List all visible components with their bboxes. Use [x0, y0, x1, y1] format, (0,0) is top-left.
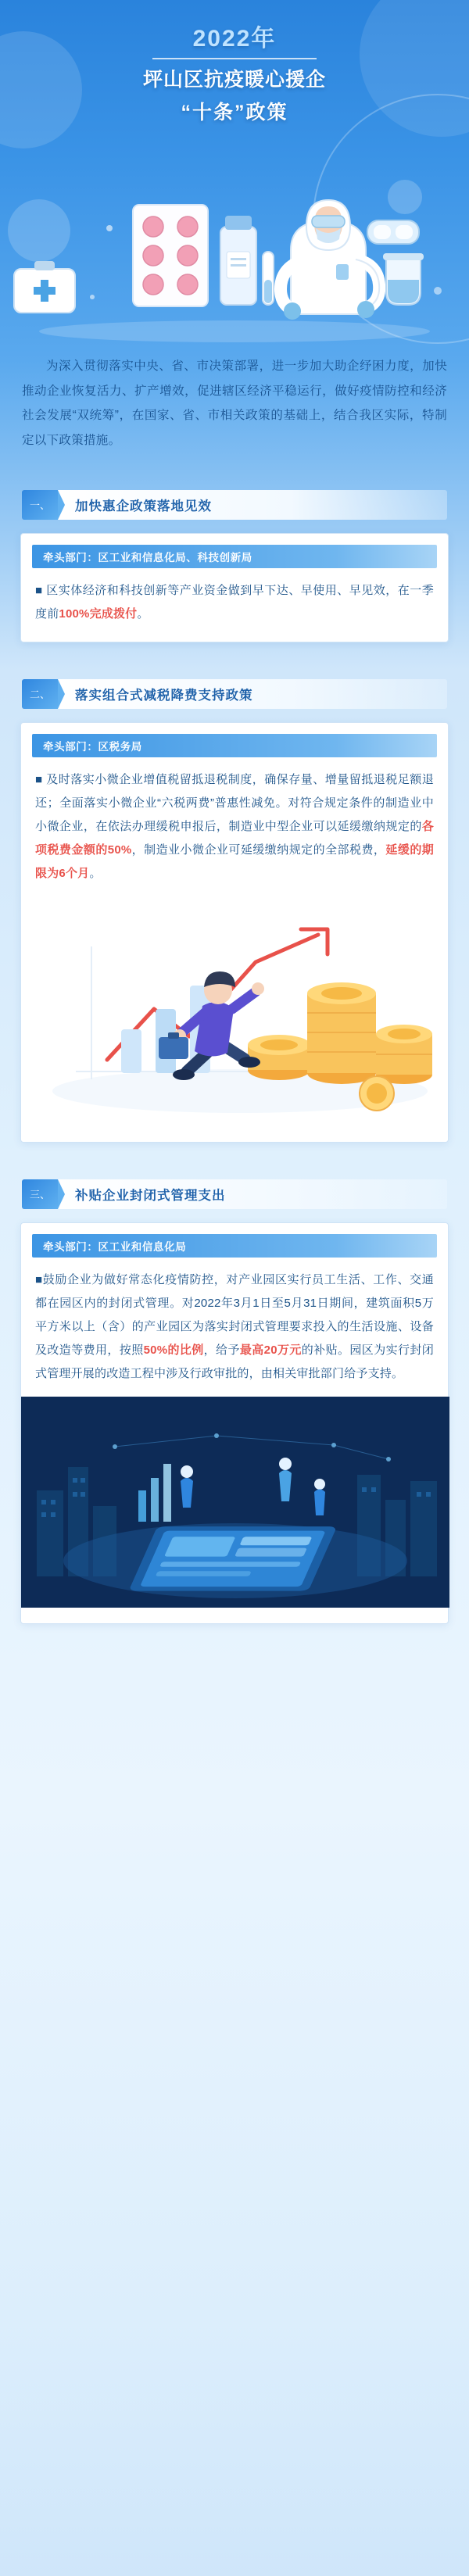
section-1-dept-label: 牵头部门：区工业和信息化局、科技创新局 — [43, 551, 252, 564]
section-3-card — [20, 1222, 449, 1624]
section-2 — [0, 678, 469, 1143]
section-2-dept-label: 牵头部门：区税务局 — [43, 740, 142, 753]
section-1-body — [21, 568, 448, 626]
hero-illustration — [0, 134, 469, 349]
section-1-dept-bar — [32, 545, 437, 568]
bullet-marker: ■ — [35, 772, 47, 786]
section-3-dept-bar — [32, 1234, 437, 1258]
intro-paragraph: 为深入贯彻落实中央、省、市决策部署，进一步加大助企纾困力度，加快推动企业恢复活力、扩产增效，促进辖区经济平稳运行，做好疫情防控和经济社会发展“双统筹”，在国家、省、市相关政策的基础上，结合我区实际，特制定以下政策措施。 — [22, 359, 447, 448]
body-text: ，制造业小微企业可延缓缴纳规定的全部税费， — [131, 843, 386, 857]
highlight-text: 延缓的期限为6个月 — [35, 843, 434, 880]
section-1-card — [20, 533, 449, 642]
page-title: 坪山区抗疫暖心援企 — [142, 69, 326, 91]
section-2-number: 二、 — [22, 679, 58, 709]
section-3-body — [21, 1258, 448, 1386]
section-3-dept-label: 牵头部门：区工业和信息化局 — [43, 1240, 187, 1253]
section-3-header — [22, 1179, 447, 1210]
section-3 — [0, 1179, 469, 1624]
tech-illustration — [21, 1397, 448, 1608]
section-2-title: 落实组合式减税降费支持政策 — [75, 688, 253, 703]
highlight-text: 50%的比例 — [143, 1343, 204, 1357]
section-2-body — [21, 757, 448, 886]
body-text: 及时落实小微企业增值税留抵退税制度，确保存量、增量留抵退税足额退还；全面落实小微企业“六税两费”普惠性减免。对符合规定条件的制造业中小微企业，在依法办理缓税申报后，制造业中型企业可以延缓缴纳规定的 — [35, 772, 434, 833]
section-2-header — [22, 678, 447, 710]
title-divider — [152, 58, 317, 59]
section-1 — [0, 489, 469, 642]
body-text: 的补贴。园区为实行封闭式管理开展的改造工程中涉及行政审批的，由相关审批部门给予支持。 — [35, 1343, 434, 1380]
section-1-title: 加快惠企政策落地见效 — [75, 499, 212, 513]
page-subtitle: “十条”政策 — [181, 101, 288, 123]
businessman-climbing-coins-icon — [21, 892, 449, 1126]
highlight-text: 最高20万元 — [239, 1343, 302, 1357]
coins-illustration — [21, 892, 448, 1126]
section-2-dept-bar — [32, 734, 437, 757]
body-text: 。 — [89, 866, 102, 880]
digital-tablet-city-data-icon — [21, 1397, 449, 1608]
body-text: 鼓励企业为做好常态化疫情防控，对产业园区实行员工生活、工作、交通都在园区内的封闭式管理。对2022年3月1日至5月31日期间，建筑面积5万平方米以上（含）的产业园区为落实封闭式管理要求投入的生活设施、设备及改造等费用，按照 — [35, 1272, 435, 1357]
section-3-number: 三、 — [22, 1179, 58, 1209]
section-1-title-bar — [58, 490, 447, 520]
section-1-header — [22, 489, 447, 521]
highlight-text: 各项税费金额的50% — [35, 819, 434, 857]
section-2-title-bar — [58, 679, 447, 709]
body-text: 区实体经济和科技创新等产业资金做到早下达、早使用、早见效，在一季度前 — [35, 583, 434, 621]
poster-header — [0, 0, 469, 125]
section-3-title: 补贴企业封闭式管理支出 — [75, 1188, 226, 1203]
bullet-marker: ■ — [35, 583, 47, 597]
section-3-title-bar — [58, 1179, 447, 1209]
body-text: ，给予 — [203, 1343, 240, 1357]
doctor-ppe-medicine-icon — [0, 134, 469, 349]
page-year: 2022年 — [192, 26, 277, 52]
body-text: 。 — [137, 606, 149, 621]
highlight-text: 100%完成拨付 — [59, 606, 138, 621]
section-2-card — [20, 722, 449, 1143]
section-1-number: 一、 — [22, 490, 58, 520]
bullet-marker: ■ — [35, 1272, 43, 1286]
